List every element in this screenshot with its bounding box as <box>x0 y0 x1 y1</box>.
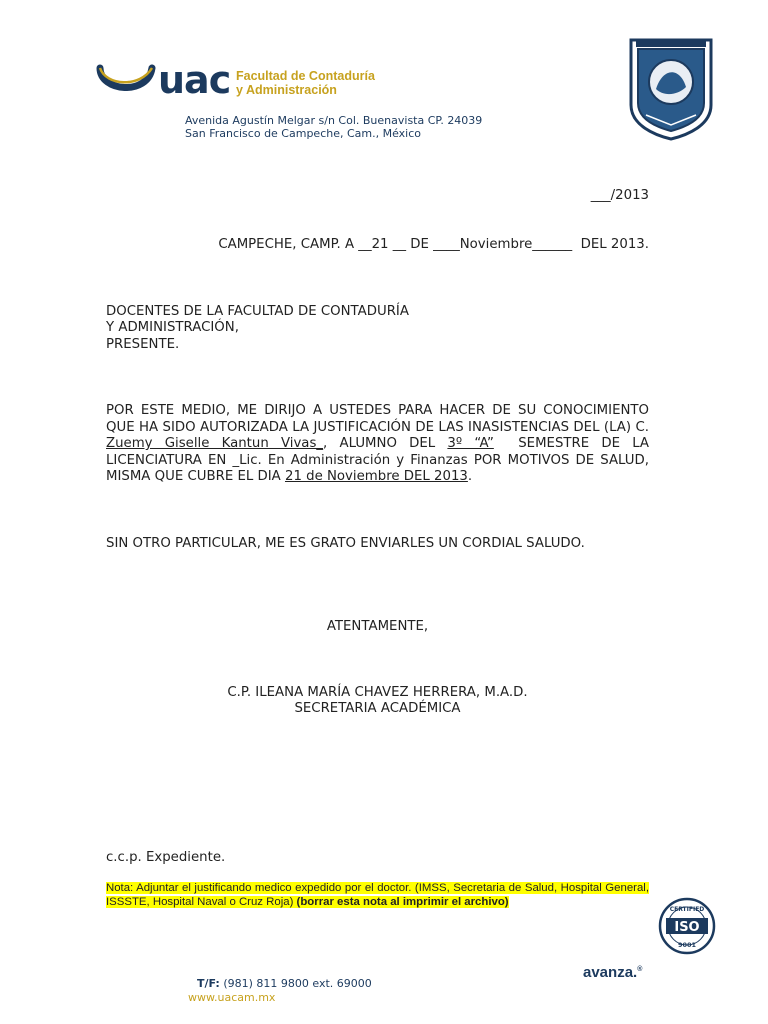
faculty-name-line2: y Administración <box>236 83 337 97</box>
iso-standard-label: 9001 <box>677 941 697 949</box>
phone-label: T/F: <box>197 977 220 990</box>
iso-label: ISO <box>674 920 700 935</box>
university-seal <box>628 37 714 141</box>
note-bold-text: (borrar esta nota al imprimir el archivo) <box>296 896 509 909</box>
iso-certified-label: CERTIFIED <box>669 906 705 913</box>
website-link[interactable]: www.uacam.mx <box>188 991 276 1004</box>
footer-phone <box>197 977 372 990</box>
highlighted-note <box>106 881 649 910</box>
date-line: CAMPECHE, CAMP. A __21 __ DE ____Noviembre______ DEL 2013. <box>218 237 649 252</box>
body-text-1: POR ESTE MEDIO, ME DIRIJO A USTEDES PARA HACER DE SU CONOCIMIENTO QUE HA SIDO AUTORIZADA LA JUSTIFICACIÓN DE LAS INASISTENCIAS DEL (LA) C. <box>106 403 654 435</box>
brand-text: avanza. <box>583 964 638 981</box>
address-line2: San Francisco de Campeche, Cam., México <box>185 127 422 140</box>
faculty-name-line1: Facultad de Contaduría <box>236 69 375 83</box>
body-paragraph <box>106 403 654 486</box>
addressee-line1: DOCENTES DE LA FACULTAD DE CONTADURÍA <box>106 304 409 319</box>
absence-date: 21 de Noviembre DEL 2013 <box>284 469 468 484</box>
phone-number: (981) 811 9800 ext. 69000 <box>219 977 372 990</box>
regards: ATENTAMENTE, <box>326 619 429 634</box>
uac-logo-mark <box>96 62 156 104</box>
addressee-line3: PRESENTE. <box>106 337 180 352</box>
body-text-2: , ALUMNO DEL <box>323 436 448 451</box>
signer-title: SECRETARIA ACADÉMICA <box>294 701 461 716</box>
signer-name: C.P. ILEANA MARÍA CHAVEZ HERRERA, M.A.D. <box>227 685 528 700</box>
addressee-line2: Y ADMINISTRACIÓN, <box>106 320 239 335</box>
iso-certified-badge <box>658 897 716 955</box>
body-text-3: SEMESTRE DE LA LICENCIATURA EN _Lic. En Administración y Finanzas POR MOTIVOS DE SALUD, MISMA QUE CUBRE EL DIA <box>106 436 654 484</box>
brand-mark: ® <box>637 966 643 973</box>
ccp-line: c.c.p. Expediente. <box>106 850 226 865</box>
address-line1: Avenida Agustín Melgar s/n Col. Buenavista CP. 24039 <box>185 114 483 127</box>
reference-number: ___/2013 <box>590 188 649 203</box>
logo-wordmark: uac <box>158 58 231 102</box>
note-text: Nota: Adjuntar el justificando medico expedido por el doctor. (IMSS, Secretaria de Salud, Hospital General, ISSSTE, Hospital Naval o Cruz Roja) <box>106 882 649 909</box>
student-name: Zuemy Giselle Kantun Vivas_ <box>106 436 324 451</box>
avanza-brand <box>583 964 642 981</box>
body-text-4: . <box>467 469 473 484</box>
semester: 3º “A” <box>447 436 494 451</box>
closing-line: SIN OTRO PARTICULAR, ME ES GRATO ENVIARLES UN CORDIAL SALUDO. <box>106 536 585 551</box>
